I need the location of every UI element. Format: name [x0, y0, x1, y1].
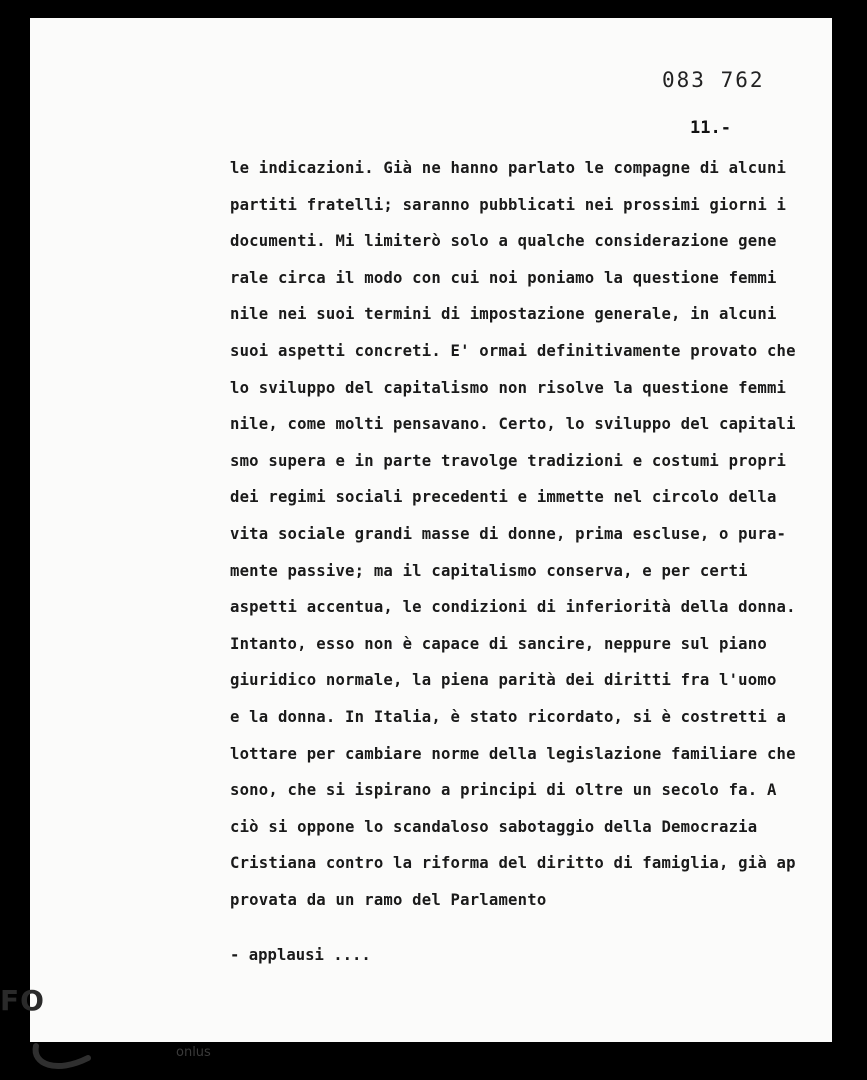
text-line: e la donna. In Italia, è stato ricordato, si è costretti a [230, 707, 787, 726]
text-line: suoi aspetti concreti. E' ormai definitivamente provato che [230, 341, 796, 360]
text-line: smo supera e in parte travolge tradizioni e costumi propri [230, 451, 787, 470]
text-line: documenti. Mi limiterò solo a qualche considerazione gene [230, 232, 777, 251]
document-number: 083 762 [662, 68, 765, 92]
text-line: mente passive; ma il capitalismo conserva, e per certi [230, 561, 748, 580]
typed-text-body [230, 150, 830, 918]
text-line: partiti fratelli; saranno pubblicati nei prossimi giorni i [230, 195, 787, 214]
text-line: aspetti accentua, le condizioni di inferiorità della donna. [230, 598, 796, 617]
applause-note: - applausi .... [230, 946, 371, 964]
text-line: dei regimi sociali precedenti e immette nel circolo della [230, 488, 777, 507]
text-line: provata da un ramo del Parlamento [230, 890, 547, 909]
page-number: 11.- [690, 118, 731, 138]
text-line: rale circa il modo con cui noi poniamo la questione femmi [230, 268, 777, 287]
text-line: lo sviluppo del capitalismo non risolve la questione femmi [230, 378, 787, 397]
text-line: le indicazioni. Già ne hanno parlato le compagne di alcuni [230, 159, 787, 177]
watermark-logo-text: FO [0, 984, 45, 1017]
text-line: giuridico normale, la piena parità dei diritti fra l'uomo [230, 671, 777, 690]
text-line: vita sociale grandi masse di donne, prima escluse, o pura- [230, 524, 787, 543]
text-line: sono, che si ispirano a principi di oltre un secolo fa. A [230, 781, 777, 800]
text-line: Cristiana contro la riforma del diritto di famiglia, già ap [230, 854, 796, 873]
text-line: Intanto, esso non è capace di sancire, neppure sul piano [230, 634, 767, 653]
watermark-swoosh-icon [30, 1040, 100, 1076]
text-line: ciò si oppone lo scandaloso sabotaggio della Democrazia [230, 817, 758, 836]
text-line: lottare per cambiare norme della legislazione familiare che [230, 744, 796, 763]
text-line: nile nei suoi termini di impostazione generale, in alcuni [230, 305, 777, 324]
paper-page [30, 18, 832, 1042]
text-line: nile, come molti pensavano. Certo, lo sviluppo del capitali [230, 415, 796, 434]
watermark-subtitle: onlus [176, 1045, 211, 1060]
